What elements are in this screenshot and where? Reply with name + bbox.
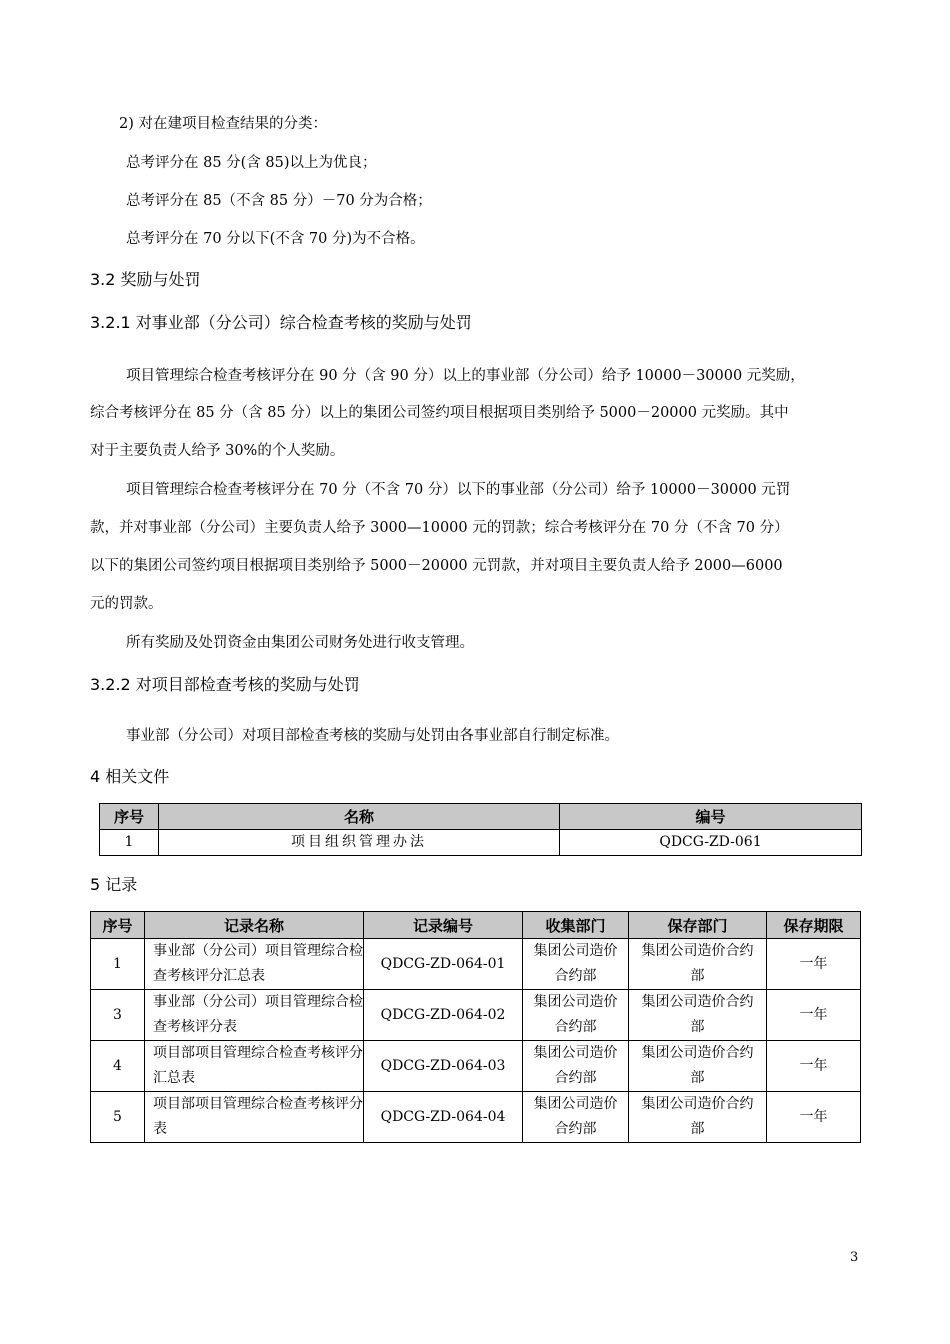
records-table	[90, 911, 861, 1143]
row-keep-dept: 集团公司造价合约部	[629, 990, 767, 1041]
section-heading-3-2: 3.2 奖励与处罚	[90, 270, 201, 289]
row-no: 1	[91, 939, 145, 990]
paragraph-line: 综合考核评分在 85 分（含 85 分）以上的集团公司签约项目根据项目类别给予 5000－20000 元奖励。其中	[90, 405, 789, 421]
header-cell: 序号	[91, 912, 145, 939]
paragraph-line: 对于主要负责人给予 30%的个人奖励。	[90, 443, 345, 459]
row-no: 5	[91, 1092, 145, 1143]
classification-line: 总考评分在 85（不含 85 分）－70 分为合格；	[126, 193, 432, 209]
row-period: 一年	[767, 990, 861, 1041]
row-name: 事业部（分公司）项目管理综合检查考核评分表	[145, 990, 364, 1041]
header-cell: 编号	[560, 804, 862, 830]
table-row	[91, 990, 861, 1041]
header-cell: 记录名称	[145, 912, 364, 939]
paragraph-line: 项目管理综合检查考核评分在 70 分（不含 70 分）以下的事业部（分公司）给予 10000－30000 元罚	[126, 482, 791, 498]
table-row	[91, 1041, 861, 1092]
row-name: 事业部（分公司）项目管理综合检查考核评分汇总表	[145, 939, 364, 990]
classification-item: 2) 对在建项目检查结果的分类：	[119, 116, 327, 132]
page-number: 3	[850, 1250, 859, 1265]
paragraph-line: 款，并对事业部（分公司）主要负责人给予 3000—10000 元的罚款；综合考核评分在 70 分（不含 70 分）	[90, 520, 789, 536]
row-code: QDCG-ZD-064-03	[364, 1041, 523, 1092]
section-heading-3-2-1: 3.2.1 对事业部（分公司）综合检查考核的奖励与处罚	[90, 313, 472, 332]
paragraph-line: 所有奖励及处罚资金由集团公司财务处进行收支管理。	[126, 635, 474, 651]
section-heading-3-2-2: 3.2.2 对项目部检查考核的奖励与处罚	[90, 675, 360, 694]
row-period: 一年	[767, 1041, 861, 1092]
row-collect-dept: 集团公司造价合约部	[523, 939, 629, 990]
row-no: 3	[91, 990, 145, 1041]
classification-line: 总考评分在 70 分以下(不含 70 分)为不合格。	[126, 231, 425, 247]
row-collect-dept: 集团公司造价合约部	[523, 990, 629, 1041]
table-row	[100, 830, 862, 856]
row-no: 4	[91, 1041, 145, 1092]
header-cell: 序号	[100, 804, 159, 830]
header-cell: 保存期限	[767, 912, 861, 939]
paragraph-line: 项目管理综合检查考核评分在 90 分（含 90 分）以上的事业部（分公司）给予 10000－30000 元奖励，	[126, 368, 805, 384]
table-row	[91, 939, 861, 990]
row-keep-dept: 集团公司造价合约部	[629, 1041, 767, 1092]
paragraph-line: 事业部（分公司）对项目部检查考核的奖励与处罚由各事业部自行制定标准。	[126, 728, 619, 744]
row-name: 项目部项目管理综合检查考核评分表	[145, 1092, 364, 1143]
row-code: QDCG-ZD-061	[560, 830, 862, 856]
table-header-row	[91, 912, 861, 939]
table-header-row	[100, 804, 862, 830]
paragraph-line: 元的罚款。	[90, 596, 163, 612]
classification-line: 总考评分在 85 分(含 85)以上为优良；	[126, 155, 377, 171]
row-name: 项目部项目管理综合检查考核评分汇总表	[145, 1041, 364, 1092]
table-row	[91, 1092, 861, 1143]
related-files-table	[99, 803, 862, 856]
row-no: 1	[100, 830, 159, 856]
paragraph-line: 以下的集团公司签约项目根据项目类别给予 5000－20000 元罚款，并对项目主要负责人给予 2000—6000	[90, 558, 783, 574]
section-heading-4: 4 相关文件	[90, 767, 170, 786]
header-cell: 记录编号	[364, 912, 523, 939]
row-collect-dept: 集团公司造价合约部	[523, 1041, 629, 1092]
header-cell: 保存部门	[629, 912, 767, 939]
row-code: QDCG-ZD-064-02	[364, 990, 523, 1041]
row-collect-dept: 集团公司造价合约部	[523, 1092, 629, 1143]
row-code: QDCG-ZD-064-01	[364, 939, 523, 990]
header-cell: 名称	[159, 804, 560, 830]
row-keep-dept: 集团公司造价合约部	[629, 939, 767, 990]
section-heading-5: 5 记录	[90, 875, 138, 894]
row-name: 项目组织管理办法	[159, 830, 560, 856]
row-keep-dept: 集团公司造价合约部	[629, 1092, 767, 1143]
row-period: 一年	[767, 939, 861, 990]
row-code: QDCG-ZD-064-04	[364, 1092, 523, 1143]
row-period: 一年	[767, 1092, 861, 1143]
header-cell: 收集部门	[523, 912, 629, 939]
